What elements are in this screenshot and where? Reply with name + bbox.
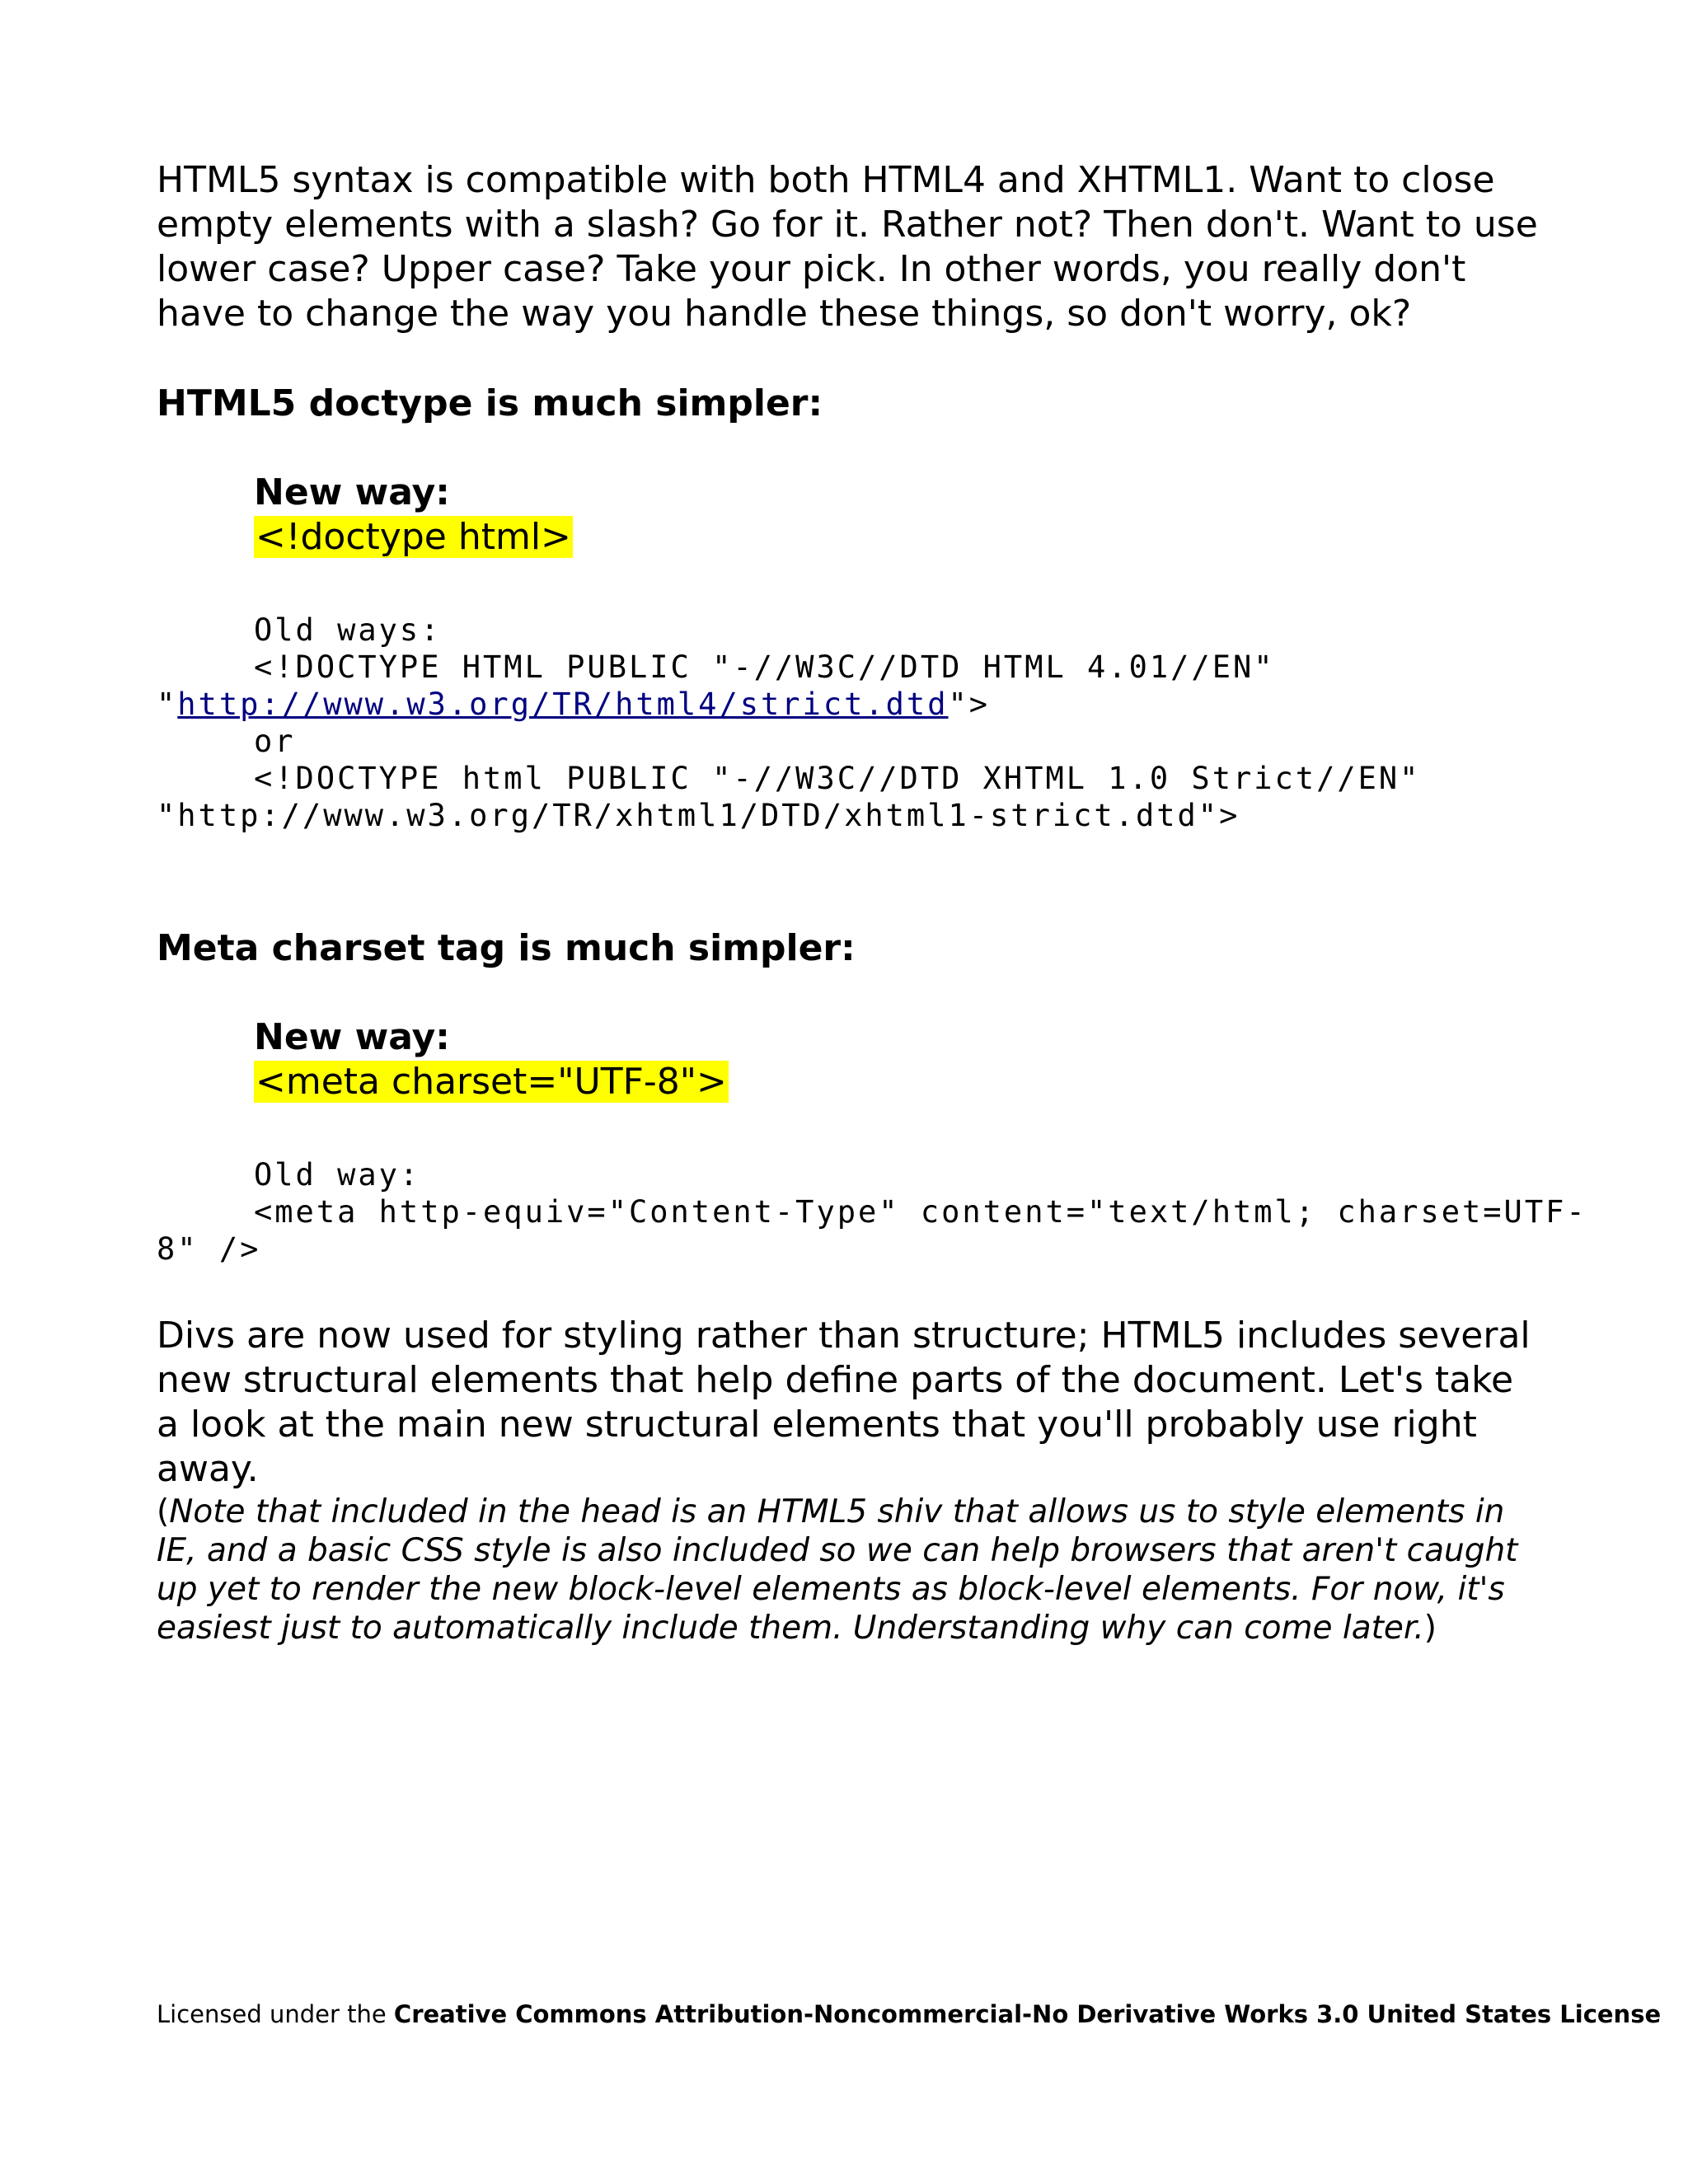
- divs-paragraph: Divs are now used for styling rather than structure; HTML5 includes several new structural elements that help define parts of the document. Let's take a look at the main new structural elements that you'll probably use right away.: [157, 1315, 1531, 1490]
- doctype-new-way-label: New way:: [254, 471, 450, 513]
- note-open-paren: (: [157, 1493, 170, 1530]
- doctype-or-text: or: [254, 724, 296, 759]
- meta-old-code-line-2: 8" />: [157, 1231, 261, 1267]
- meta-new-way-label: New way:: [254, 1016, 450, 1058]
- meta-old-code-line-1: <meta http-equiv="Content-Type" content="text/html; charset=UTF-: [254, 1194, 1587, 1230]
- doctype-new-code-wrapper: [254, 515, 573, 560]
- doctype-old-code-1-line-1: <!DOCTYPE HTML PUBLIC "-//W3C//DTD HTML 4.01//EN": [254, 649, 1275, 685]
- license-name: Creative Commons Attribution-Noncommercial-No Derivative Works 3.0 United States License: [393, 2000, 1662, 2028]
- meta-heading: Meta charset tag is much simpler:: [157, 927, 856, 969]
- meta-new-code: <meta charset="UTF-8">: [256, 1061, 727, 1103]
- meta-old-way-label: Old way:: [254, 1157, 421, 1193]
- html4-dtd-link[interactable]: http://www.w3.org/TR/html4/strict.dtd: [177, 687, 949, 722]
- quote-open: ": [157, 687, 178, 722]
- meta-new-code-wrapper: [254, 1060, 729, 1104]
- note-paragraph: [157, 1493, 1541, 1647]
- doctype-heading: HTML5 doctype is much simpler:: [157, 382, 823, 424]
- doctype-old-code-2-line-1: <!DOCTYPE html PUBLIC "-//W3C//DTD XHTML 1.0 Strict//EN": [254, 761, 1421, 796]
- license-footer: [157, 1999, 1661, 2029]
- doctype-old-code-1-line-2: [157, 686, 990, 723]
- doctype-new-code: <!doctype html>: [256, 516, 571, 558]
- intro-paragraph: HTML5 syntax is compatible with both HTML4 and XHTML1. Want to close empty elements with a slash? Go for it. Rather not? Then don't. Want to use lower case? Upper case? Take your pick. In other words, you really don't have to change the way you handle these things, so don't worry, ok?: [157, 159, 1538, 335]
- doctype-old-code-2-line-2: "http://www.w3.org/TR/xhtml1/DTD/xhtml1-strict.dtd">: [157, 798, 1240, 833]
- note-text: Note that included in the head is an HTML5 shiv that allows us to style elements in IE, and a basic CSS style is also included so we can help browsers that aren't caught up yet to render the new block-level elements as block-level elements. For now, it's easiest just to automatically include them. Understanding why can come later.: [157, 1493, 1518, 1647]
- license-prefix: Licensed under the: [157, 2000, 394, 2028]
- quote-close: ">: [948, 687, 991, 722]
- note-close-paren: ): [1423, 1610, 1437, 1647]
- doctype-old-ways-label: Old ways:: [254, 612, 442, 648]
